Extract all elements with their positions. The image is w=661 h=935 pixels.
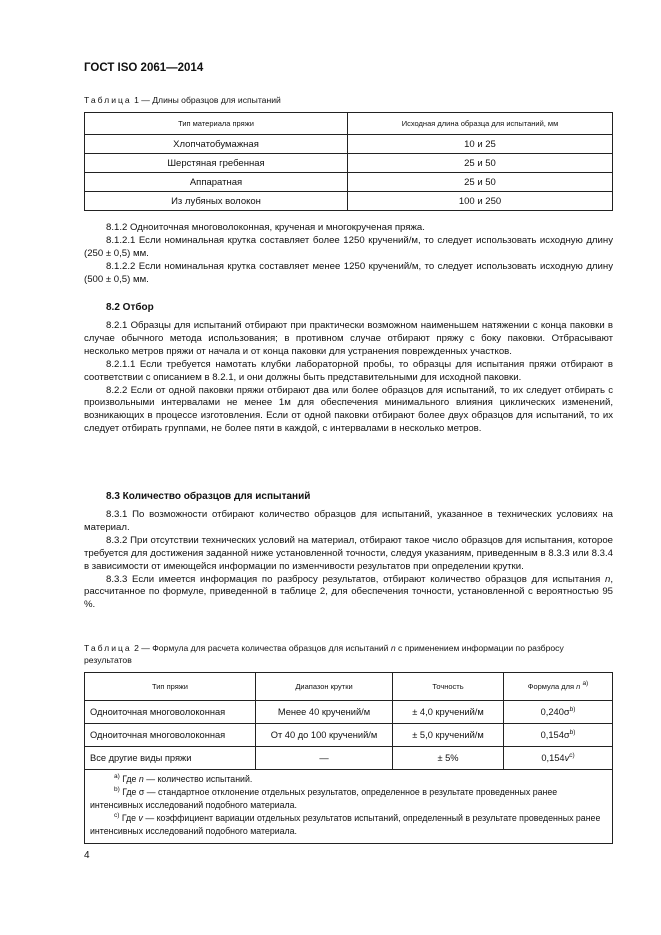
section-8-2 bbox=[84, 320, 613, 436]
table-header-cell: Исходная длина образца для испытаний, мм bbox=[348, 113, 613, 135]
footnote-mark: c) bbox=[569, 752, 575, 759]
table-row bbox=[85, 747, 613, 770]
table-row bbox=[85, 701, 613, 724]
footnote-mark: a) bbox=[582, 680, 589, 687]
table-row bbox=[85, 173, 613, 192]
table1-caption-prefix: Таблица bbox=[84, 95, 132, 105]
text-run: 8.3.3 Если имеется информация по разбросу результатов, отбирают количество образцов для испытания bbox=[106, 573, 605, 585]
variable-n: n bbox=[576, 682, 581, 691]
section-8-3 bbox=[84, 509, 613, 612]
footnote-mark: c) bbox=[114, 812, 120, 819]
footnote-mark: b) bbox=[569, 706, 576, 713]
table-cell: 100 и 250 bbox=[348, 192, 613, 211]
table1-caption-text: 1 — Длины образцов для испытаний bbox=[131, 95, 281, 105]
table-sample-count-formula bbox=[84, 672, 613, 844]
table-cell: Хлопчатобумажная bbox=[85, 135, 348, 154]
footnote bbox=[90, 812, 607, 838]
table-header-cell: Тип пряжи bbox=[85, 673, 256, 701]
footnote-text: Где bbox=[119, 774, 139, 784]
paragraph bbox=[84, 574, 613, 613]
header-text: Формула для bbox=[527, 682, 577, 691]
table-header-cell: Диапазон крутки bbox=[256, 673, 393, 701]
table-cell: Одноиточная многоволоконная bbox=[85, 701, 256, 724]
table-row bbox=[85, 192, 613, 211]
table-cell: Все другие виды пряжи bbox=[85, 747, 256, 770]
table2-caption bbox=[84, 642, 613, 666]
table-cell: Шерстяная гребенная bbox=[85, 154, 348, 173]
table-notes bbox=[85, 770, 613, 844]
section-heading: 8.2 Отбор bbox=[106, 302, 154, 313]
section-8-1-2 bbox=[84, 222, 613, 287]
paragraph: 8.1.2.2 Если номинальная крутка составляет менее 1250 кручений/м, то следует использовать исходную длину (500 ± 0,5) мм. bbox=[84, 260, 613, 285]
variable-v: v bbox=[564, 753, 570, 763]
paragraph: 8.2.2 Если от одной паковки пряжи отбирают два или более образцов для испытаний, то их следует отбирать с произвольными интервалами не менее 1м для обеспечения минимального влияния циклических изменений, возникающих в процессе изготовления. Если от одной паковки отбирают более двух образцов для испытаний, то их следует отбирать группами, не более пяти в каждой, с интервалами в несколько метров. bbox=[84, 384, 613, 435]
table-header-row bbox=[85, 673, 613, 701]
formula: 0,154σ bbox=[540, 730, 570, 740]
paragraph: 8.3.1 По возможности отбирают количество образцов для испытаний, указанное в технических условиях на материал. bbox=[84, 509, 613, 533]
variable-n: n bbox=[604, 573, 611, 585]
table-header-row bbox=[85, 113, 613, 135]
footnote-text: Где bbox=[119, 813, 139, 823]
footnote-mark: b) bbox=[114, 786, 120, 793]
formula: 0,154 bbox=[541, 753, 565, 763]
footnote-mark: a) bbox=[114, 773, 120, 780]
table-row bbox=[85, 724, 613, 747]
table-notes-row bbox=[85, 770, 613, 844]
footnote bbox=[90, 773, 607, 786]
document-header: ГОСТ ISO 2061—2014 bbox=[84, 62, 204, 74]
table-row bbox=[85, 154, 613, 173]
footnote-text: — коэффициент вариации отдельных результатов испытаний, определенный в результате проведенных ранее интенсивных исследований подобного материала. bbox=[90, 813, 601, 836]
variable-n: n bbox=[390, 643, 396, 653]
paragraph: 8.3.2 При отсутствии технических условий на материал, отбирают такое число образцов для испытания, которое требуется для достижения заданной ниже установленной точности, следуя указаниям, приведенным в 8.3.3 или 8.3.4 в зависимости от имеющейся информации по изменчивости результатов при определении крутки. bbox=[84, 534, 613, 572]
paragraph: 8.1.2 Одноиточная многоволоконная, крученая и многокрученая пряжа. bbox=[106, 222, 425, 233]
paragraph: 8.2.1 Образцы для испытаний отбирают при практически возможном наименьшем натяжении с конца паковки в случае обычного метода использования; в противном случае отбирают пряжу с боку паковки. Отбрасывают несколько метров пряжи от начала и от конца паковки для устранения поврежденных участков. bbox=[84, 320, 613, 357]
table2-caption-text: 2 — Формула для расчета количества образцов для испытаний bbox=[131, 643, 391, 653]
table-header-cell: Тип материала пряжи bbox=[85, 113, 348, 135]
table-cell: ± 4,0 кручений/м bbox=[393, 701, 504, 724]
table-cell bbox=[504, 701, 613, 724]
variable-n: n bbox=[138, 774, 144, 784]
table-cell: Аппаратная bbox=[85, 173, 348, 192]
table-cell: Одноиточная многоволоконная bbox=[85, 724, 256, 747]
footnote-text: Где σ — стандартное отклонение отдельных результатов, определенное в результате проведенных ранее интенсивных исследований подобного материала. bbox=[90, 787, 558, 810]
paragraph: 8.2.1.1 Если требуется намотать клубки лабораторной пробы, то образцы для испытания пряжи отбирают в соответствии с описанием в 8.2.1, и они должны быть представительными для исходной паковки. bbox=[84, 358, 613, 383]
table-cell: 10 и 25 bbox=[348, 135, 613, 154]
table2-caption-prefix: Таблица bbox=[84, 643, 132, 653]
table-cell: От 40 до 100 кручений/м bbox=[256, 724, 393, 747]
table-cell: Менее 40 кручений/м bbox=[256, 701, 393, 724]
table-cell: 25 и 50 bbox=[348, 173, 613, 192]
table-cell: ± 5% bbox=[393, 747, 504, 770]
table-cell: — bbox=[256, 747, 393, 770]
formula: 0,240σ bbox=[540, 707, 570, 717]
table-header-cell: Точность bbox=[393, 673, 504, 701]
section-heading: 8.3 Количество образцов для испытаний bbox=[106, 491, 311, 502]
text-run: , рассчитанное по формуле, приведенной в таблице 2, для обеспечения точности, установленной с вероятностью 95 %. bbox=[84, 573, 613, 611]
table-cell bbox=[504, 747, 613, 770]
page-number: 4 bbox=[84, 850, 90, 861]
footnote-text: — количество испытаний. bbox=[143, 774, 253, 784]
table-sample-lengths bbox=[84, 112, 613, 211]
paragraph: 8.1.2.1 Если номинальная крутка составляет более 1250 кручений/м, то следует использовать исходную длину (250 ± 0,5) мм. bbox=[84, 234, 613, 259]
table-cell bbox=[504, 724, 613, 747]
footnote-mark: b) bbox=[569, 729, 576, 736]
table-cell: 25 и 50 bbox=[348, 154, 613, 173]
table-cell: ± 5,0 кручений/м bbox=[393, 724, 504, 747]
table-row bbox=[85, 135, 613, 154]
table-cell: Из лубяных волокон bbox=[85, 192, 348, 211]
footnote bbox=[90, 786, 607, 812]
variable-v: v bbox=[138, 813, 143, 823]
table2-caption-text: с применением информации по разбросу результатов bbox=[84, 643, 564, 665]
table1-caption bbox=[84, 94, 281, 106]
table-header-cell bbox=[504, 673, 613, 701]
